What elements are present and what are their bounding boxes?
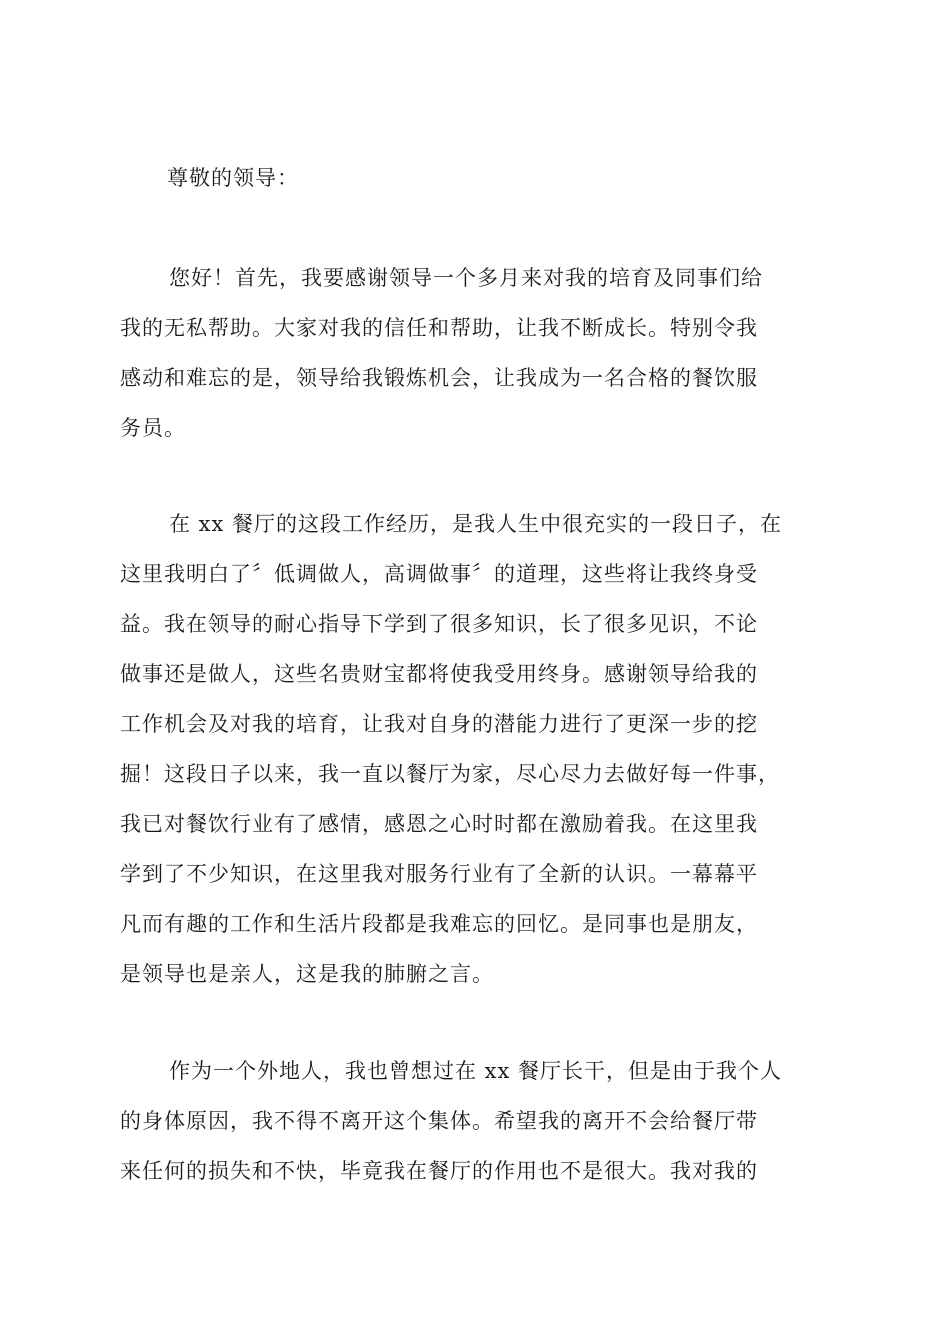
paragraph-line: 您好！首先，我要感谢领导一个多月来对我的培育及同事们给 [169, 266, 763, 290]
paragraph-line: 我已对餐饮行业有了感情，感恩之心时时都在激励着我。在这里我 [120, 812, 758, 836]
paragraph-2 [120, 499, 832, 999]
paragraph-line: 我的无私帮助。大家对我的信任和帮助，让我不断成长。特别令我 [120, 316, 758, 340]
paragraph-line: 学到了不少知识，在这里我对服务行业有了全新的认识。一幕幕平 [120, 862, 758, 886]
paragraph-line: 掘！这段日子以来，我一直以餐厅为家，尽心尽力去做好每一件事， [120, 762, 780, 786]
paragraph-line: 益。我在领导的耐心指导下学到了很多知识，长了很多见识，不论 [120, 612, 758, 636]
paragraph-line: 务员。 [120, 416, 186, 440]
paragraph-line: 感动和难忘的是，领导给我锻炼机会，让我成为一名合格的餐饮服 [120, 366, 758, 390]
paragraph-line: 工作机会及对我的培育，让我对自身的潜能力进行了更深一步的挖 [120, 712, 758, 736]
paragraph-3 [120, 1046, 832, 1196]
paragraph-line: 做事还是做人，这些名贵财宝都将使我受用终身。感谢领导给我的 [120, 662, 758, 686]
paragraph-line: 在 xx 餐厅的这段工作经历，是我人生中很充实的一段日子，在 [169, 512, 783, 536]
paragraph-1 [120, 253, 832, 453]
paragraph-line: 作为一个外地人，我也曾想过在 xx 餐厅长干，但是由于我个人 [169, 1059, 783, 1083]
paragraph-line: 凡而有趣的工作和生活片段都是我难忘的回忆。是同事也是朋友， [120, 912, 758, 936]
paragraph-line: 是领导也是亲人，这是我的肺腑之言。 [120, 962, 494, 986]
paragraph-line: 的身体原因，我不得不离开这个集体。希望我的离开不会给餐厅带 [120, 1109, 758, 1133]
letter-greeting: 尊敬的领导： [167, 166, 299, 190]
paragraph-line: 这里我明白了〞低调做人，高调做事〞的道理，这些将让我终身受 [120, 562, 758, 586]
paragraph-line: 来任何的损失和不快，毕竟我在餐厅的作用也不是很大。我对我的 [120, 1159, 758, 1183]
